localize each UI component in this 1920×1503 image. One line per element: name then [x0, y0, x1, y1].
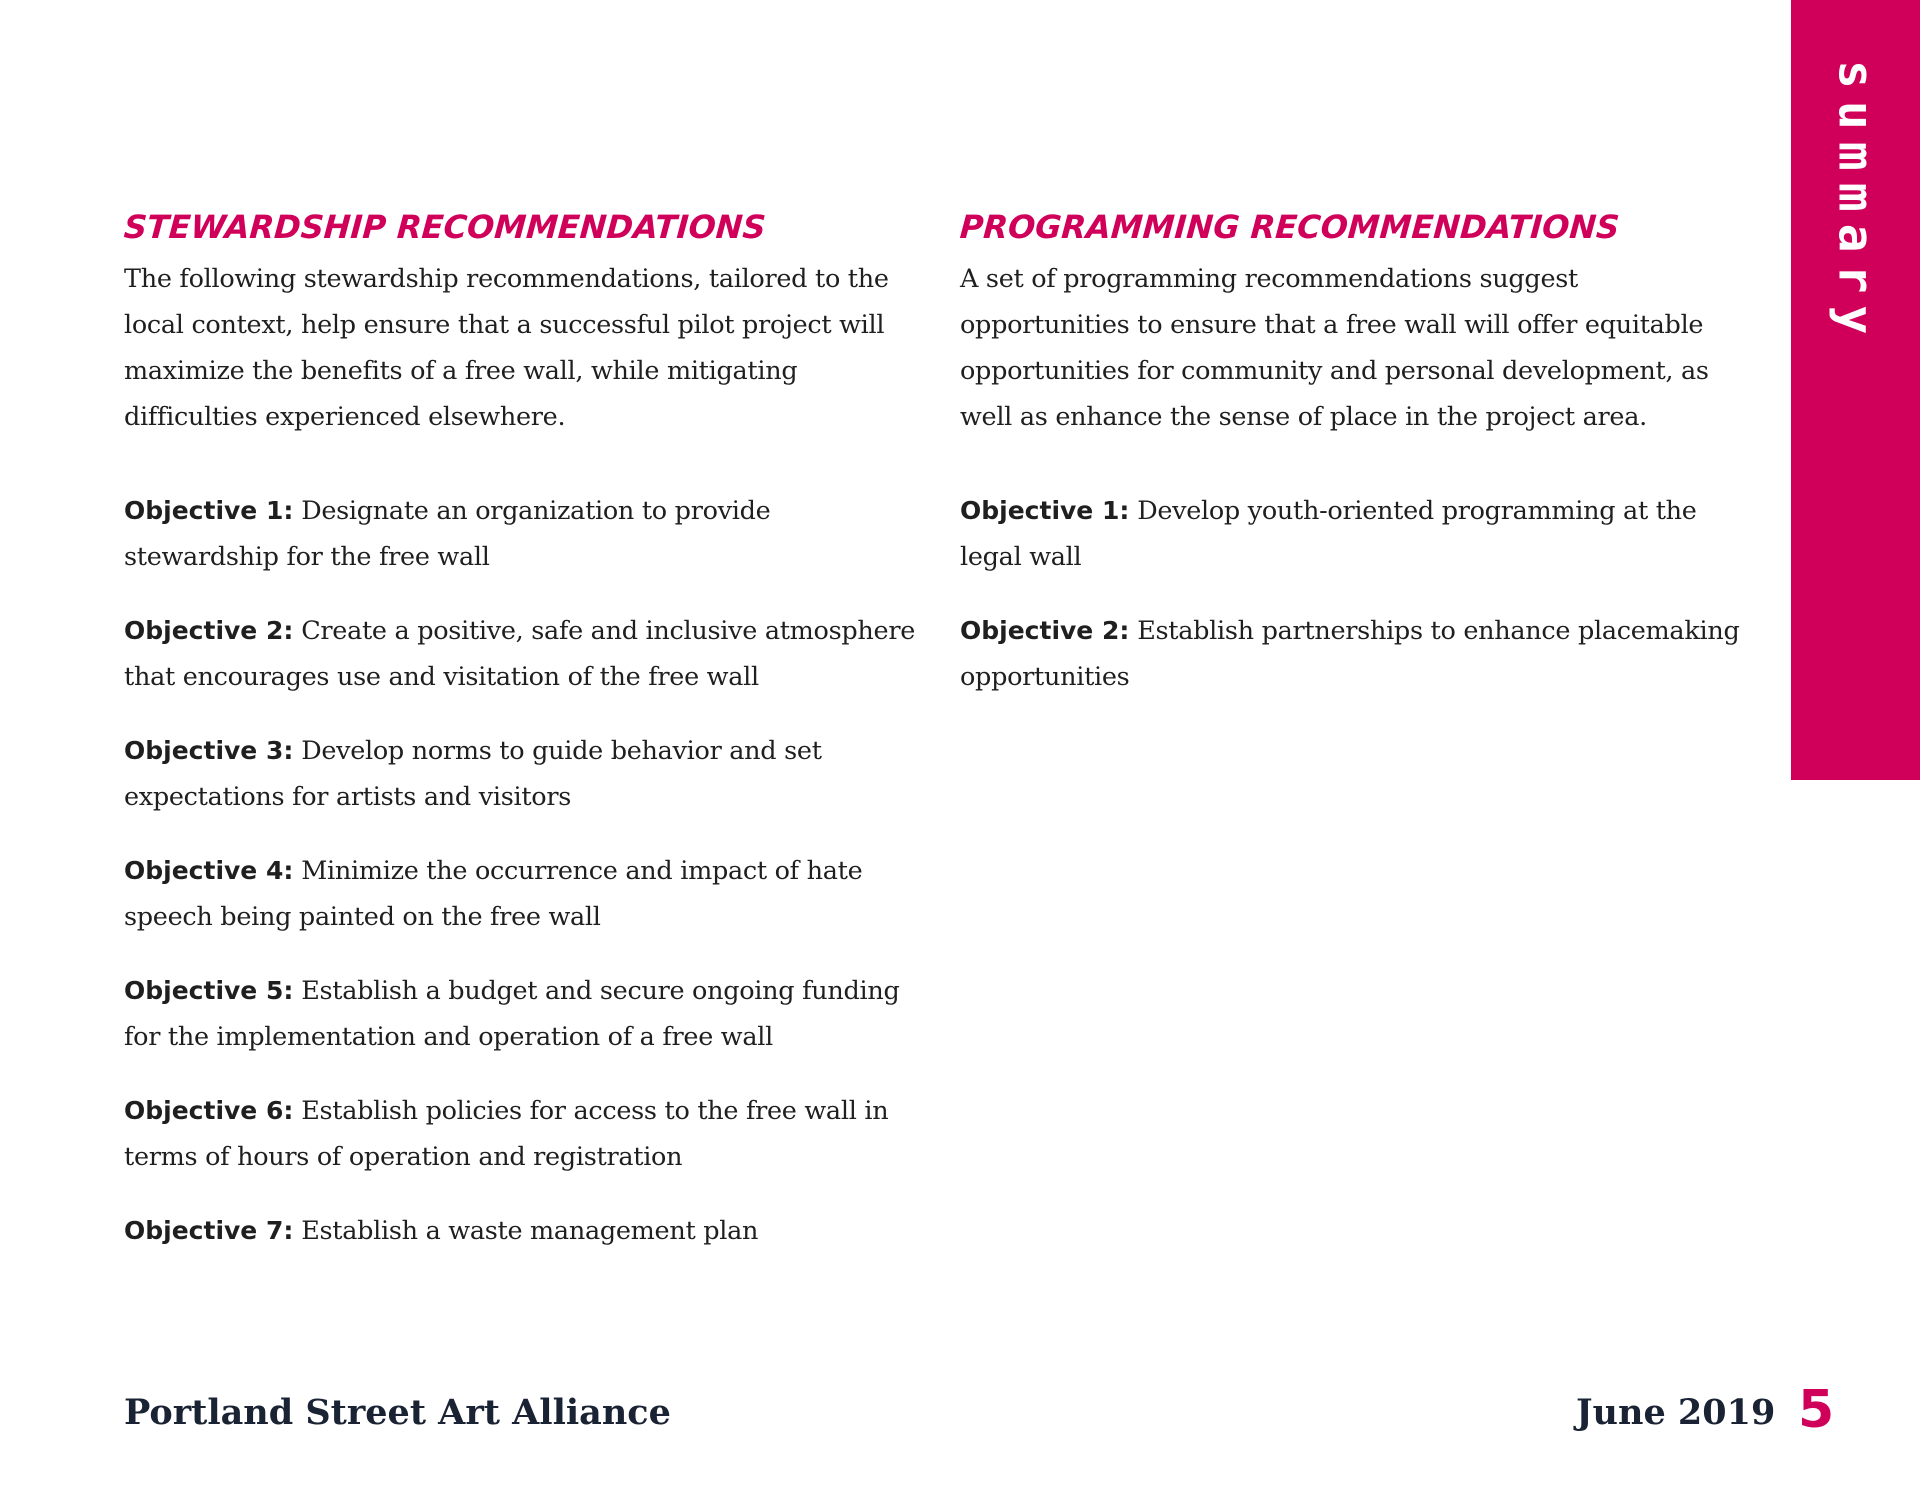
section-side-tab	[1791, 0, 1920, 780]
stewardship-objectives-list	[124, 488, 924, 1254]
footer-organization: Portland Street Art Alliance	[124, 1392, 671, 1433]
programming-intro: A set of programming recommendations suggest opportunities to ensure that a free wall will offer equitable opportunities for community and personal development, as well as enhance the sense of place in the project area.	[960, 264, 1709, 432]
stewardship-heading: STEWARDSHIP RECOMMENDATIONS	[122, 208, 768, 246]
objective-label: Objective 4:	[124, 856, 294, 885]
objective-label: Objective 3:	[124, 736, 294, 765]
objective-text: Designate an organization to provide stewardship for the free wall	[124, 496, 771, 572]
programming-objective	[960, 488, 1760, 580]
stewardship-intro: The following stewardship recommendations, tailored to the local context, help ensure that a successful pilot project will maximize the benefits of a free wall, while mitigating difficulties experienced elsewhere.	[124, 264, 889, 432]
objective-text: Develop norms to guide behavior and set expectations for artists and visitors	[124, 736, 822, 812]
objective-text: Minimize the occurrence and impact of hate speech being painted on the free wall	[124, 856, 863, 932]
objective-label: Objective 5:	[124, 976, 294, 1005]
stewardship-objective	[124, 728, 924, 820]
objective-text: Establish a waste management plan	[301, 1216, 759, 1246]
programming-objective	[960, 608, 1760, 700]
page-number: 5	[1798, 1380, 1835, 1440]
stewardship-section	[124, 208, 924, 1282]
stewardship-objective	[124, 608, 924, 700]
stewardship-objective	[124, 848, 924, 940]
stewardship-objective	[124, 968, 924, 1060]
objective-label: Objective 1:	[960, 496, 1130, 525]
stewardship-objective	[124, 488, 924, 580]
objective-text: Establish partnerships to enhance placemaking opportunities	[960, 616, 1740, 692]
footer-date: June 2019	[1576, 1392, 1776, 1433]
side-tab-label: summary	[1827, 60, 1884, 347]
objective-text: Establish policies for access to the free wall in terms of hours of operation and registration	[124, 1096, 889, 1172]
objective-text: Develop youth-oriented programming at the legal wall	[960, 496, 1697, 572]
objective-label: Objective 2:	[960, 616, 1130, 645]
objective-text: Establish a budget and secure ongoing funding for the implementation and operation of a free wall	[124, 976, 900, 1052]
objective-label: Objective 2:	[124, 616, 294, 645]
objective-label: Objective 1:	[124, 496, 294, 525]
objective-label: Objective 7:	[124, 1216, 294, 1245]
programming-objectives-list	[960, 488, 1760, 700]
stewardship-objective	[124, 1088, 924, 1180]
stewardship-objective	[124, 1208, 924, 1254]
objective-text: Create a positive, safe and inclusive atmosphere that encourages use and visitation of the free wall	[124, 616, 916, 692]
programming-heading: PROGRAMMING RECOMMENDATIONS	[958, 208, 1621, 246]
programming-section	[960, 208, 1760, 728]
objective-label: Objective 6:	[124, 1096, 294, 1125]
